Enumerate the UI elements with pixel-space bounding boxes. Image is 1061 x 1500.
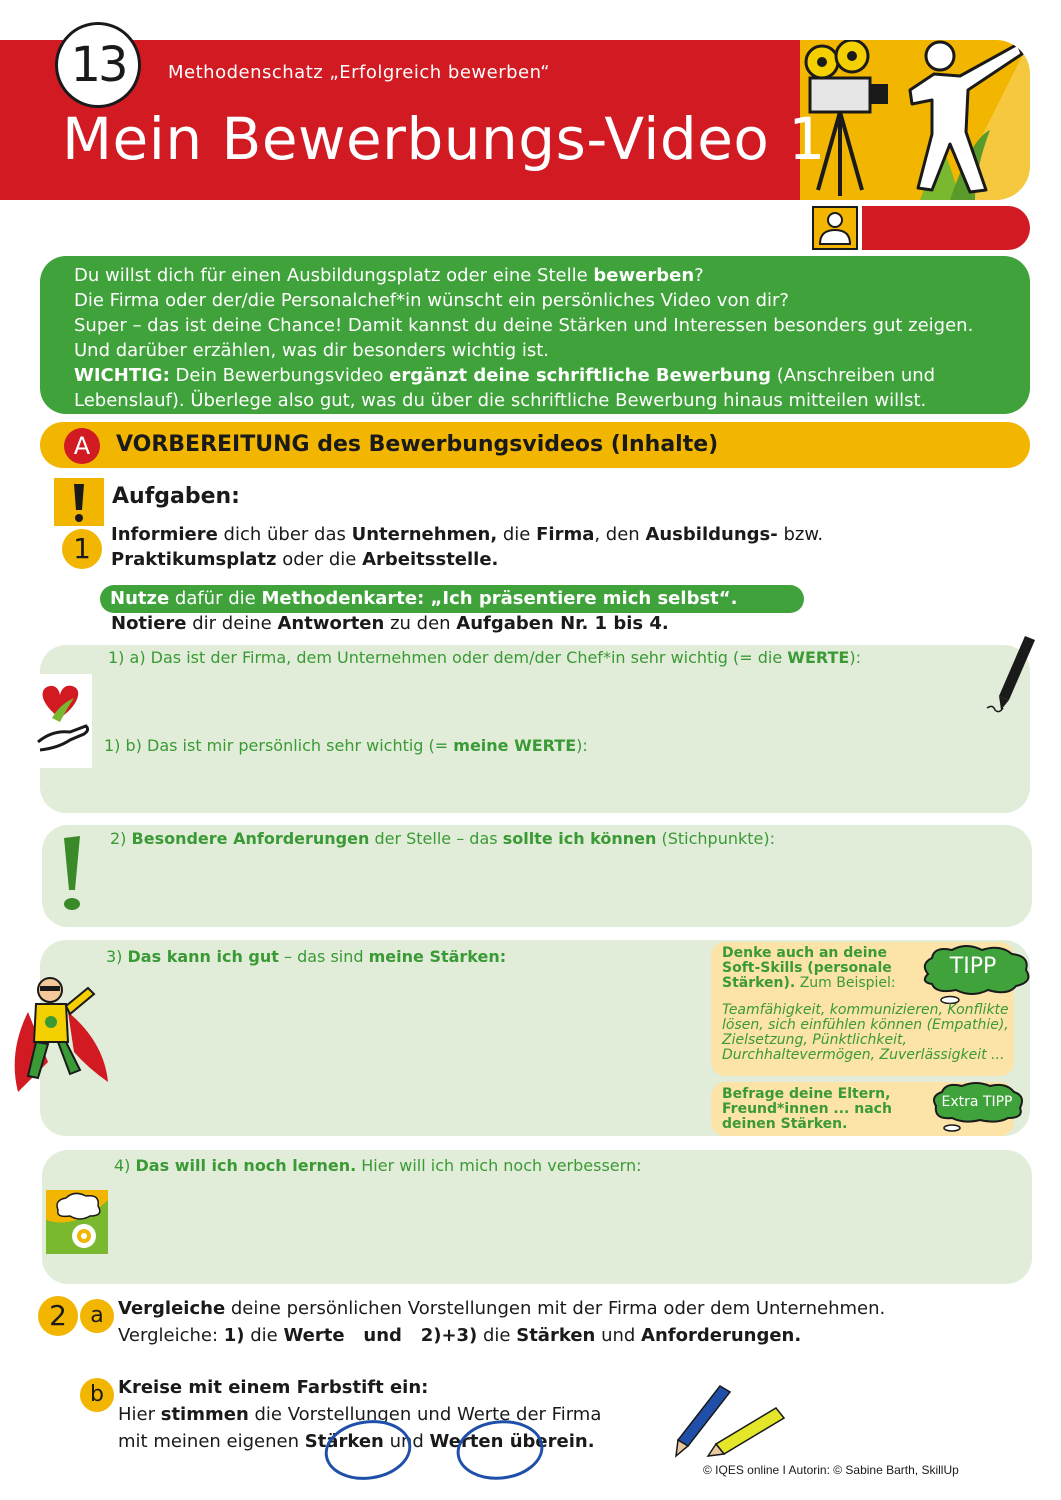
t2b-l3-mid: und bbox=[383, 1431, 430, 1452]
intro-wichtig-end: (Anschreiben und Lebenslauf). Überlege also gut, was du über die schriftliche Bewerbung hinaus mitteilen willst. bbox=[74, 365, 936, 411]
t2a-b1: Vergleiche bbox=[118, 1298, 226, 1319]
note-b3: Aufgaben Nr. 1 bis 4. bbox=[456, 613, 669, 634]
task1-t4: bzw. bbox=[777, 524, 824, 545]
t2b-l2-bold: stimmen bbox=[160, 1404, 249, 1425]
task1-t3: , den bbox=[594, 524, 646, 545]
method-b2: Methodenkarte: „Ich präsentiere mich selbst“. bbox=[261, 588, 738, 609]
camera-person-illustration bbox=[800, 40, 1030, 200]
tipp-label: TIPP bbox=[949, 954, 997, 979]
q4-pre: 4) bbox=[114, 1156, 136, 1175]
t2a-t1: deine persönlichen Vorstellungen mit der Firma oder dem Unternehmen. bbox=[225, 1298, 886, 1319]
t2a-l2-b4: Anforderungen. bbox=[641, 1325, 802, 1346]
task-2a-text bbox=[118, 1295, 885, 1349]
tasks-label: Aufgaben: bbox=[112, 484, 240, 509]
question-4 bbox=[114, 1156, 641, 1175]
tipp-cloud-icon bbox=[918, 944, 1036, 1004]
t2b-title: Kreise mit einem Farbstift ein: bbox=[118, 1377, 429, 1398]
t2b-l3-b2: Werten bbox=[429, 1431, 504, 1452]
pen-icon bbox=[985, 634, 1041, 714]
heart-hand-icon bbox=[30, 674, 92, 768]
page-title: Mein Bewerbungs-Video 1 bbox=[62, 105, 826, 173]
intro-line2: Die Firma oder der/die Personalchef*in wünscht ein persönliches Video von dir? bbox=[74, 290, 789, 311]
soft-skills-examples: Teamfähigkeit, kommunizieren, Konflikte lösen, sich einfühlen können (Empathie), Zielsetzung, Pünktlichkeit, Durchhaltevermögen, Zuverlässigkeit ... bbox=[722, 1002, 1009, 1063]
method-t1: dafür die bbox=[169, 588, 262, 609]
answer-box-values[interactable] bbox=[40, 645, 1030, 813]
t2a-l2-t3: und bbox=[595, 1325, 642, 1346]
intro-line1-bold: bewerben bbox=[593, 265, 695, 286]
q2-t1: der Stelle – das bbox=[369, 829, 503, 848]
question-1b bbox=[104, 736, 588, 755]
q1a-bold: WERTE bbox=[787, 648, 850, 667]
q4-b1: Das will ich noch lernen. bbox=[135, 1156, 357, 1175]
intro-box bbox=[40, 256, 1030, 414]
task-2a-badge: a bbox=[80, 1299, 114, 1333]
exclamation-icon bbox=[54, 478, 104, 526]
task1-b4: Ausbildungs- bbox=[645, 524, 778, 545]
extra-tipp-cloud-icon bbox=[928, 1082, 1026, 1134]
superhero-icon bbox=[8, 972, 118, 1098]
intro-wichtig-bold: ergänzt deine schriftliche Bewerbung bbox=[389, 365, 771, 386]
series-title: Methodenschatz „Erfolgreich bewerben“ bbox=[168, 62, 551, 83]
tipp-heading bbox=[722, 946, 902, 991]
task1-b5: Praktikumsplatz bbox=[111, 549, 277, 570]
task-1-text bbox=[111, 522, 823, 572]
task-2b-badge: b bbox=[80, 1378, 114, 1412]
t2a-l2-t1: die bbox=[244, 1325, 284, 1346]
q1b-end: ): bbox=[576, 736, 588, 755]
task1-b3: Firma bbox=[536, 524, 595, 545]
section-a-title: VORBEREITUNG des Bewerbungsvideos (Inhalte) bbox=[116, 432, 719, 457]
header-tab bbox=[862, 206, 1030, 250]
t2a-l2-t2: die bbox=[477, 1325, 517, 1346]
t2a-l2-b2: Werte und 2)+3) bbox=[283, 1325, 478, 1346]
q2-b1: Besondere Anforderungen bbox=[131, 829, 370, 848]
task1-b2: Unternehmen, bbox=[351, 524, 498, 545]
intro-line1: Du willst dich für einen Ausbildungsplatz oder eine Stelle bbox=[74, 265, 594, 286]
q1b-bold: meine WERTE bbox=[453, 736, 577, 755]
t2b-l3-pre: mit meinen eigenen bbox=[118, 1431, 305, 1452]
thought-target-icon bbox=[46, 1190, 108, 1254]
card-number: 13 bbox=[55, 22, 141, 108]
task1-t2: die bbox=[497, 524, 537, 545]
q2-end: (Stichpunkte): bbox=[656, 829, 775, 848]
t2a-l2-b3: Stärken bbox=[516, 1325, 596, 1346]
q1b-text: 1) b) Das ist mir persönlich sehr wichtig (= bbox=[104, 736, 454, 755]
task1-t1: dich über das bbox=[217, 524, 352, 545]
q2-pre: 2) bbox=[110, 829, 132, 848]
intro-line3: Super – das ist deine Chance! Damit kannst du deine Stärken und Interessen besonders gut zeigen. Und darüber erzählen, was dir besonders wichtig ist. bbox=[74, 315, 974, 361]
question-2 bbox=[110, 829, 775, 848]
method-card-hint bbox=[100, 585, 804, 613]
method-b1: Nutze bbox=[110, 588, 170, 609]
q4-end: Hier will ich mich noch verbessern: bbox=[356, 1156, 642, 1175]
q2-b2: sollte ich können bbox=[502, 829, 657, 848]
t2b-l2-post: die Vorstellungen und Werte der Firma bbox=[248, 1404, 602, 1425]
green-exclamation-icon bbox=[56, 834, 88, 914]
t2b-l3-b1: Stärken bbox=[304, 1431, 384, 1452]
t2b-l3-b3: überein. bbox=[503, 1431, 595, 1452]
note-b1: Notiere bbox=[111, 613, 187, 634]
tipp-bold: Denke auch an deine Soft-Skills (personale Stärken). bbox=[722, 945, 892, 991]
note-instruction bbox=[111, 613, 669, 634]
question-1a bbox=[108, 648, 861, 667]
extra-tipp-label: Extra TIPP bbox=[941, 1094, 1013, 1110]
intro-wichtig-label: WICHTIG: bbox=[74, 365, 170, 386]
person-icon bbox=[812, 206, 858, 250]
t2a-l2-b1: 1) bbox=[223, 1325, 245, 1346]
task1-t5: oder die bbox=[276, 549, 363, 570]
note-t1: dir deine bbox=[186, 613, 278, 634]
task1-b1: Informiere bbox=[111, 524, 218, 545]
extra-tipp-text: Befrage deine Eltern, Freund*innen ... nach deinen Stärken. bbox=[722, 1086, 892, 1132]
circle-marks bbox=[320, 1408, 580, 1486]
q3-b1: Das kann ich gut bbox=[127, 947, 279, 966]
task-2-number: 2 bbox=[38, 1296, 78, 1336]
section-a-badge: A bbox=[64, 428, 100, 464]
q1a-text: 1) a) Das ist der Firma, dem Unternehmen oder dem/der Chef*in sehr wichtig (= die bbox=[108, 648, 788, 667]
colored-pencils-icon bbox=[672, 1382, 802, 1458]
task1-b6: Arbeitsstelle. bbox=[362, 549, 499, 570]
q3-pre: 3) bbox=[106, 947, 128, 966]
q3-b2: meine Stärken: bbox=[368, 947, 507, 966]
note-b2: Antworten bbox=[277, 613, 385, 634]
t2b-l2-pre: Hier bbox=[118, 1404, 161, 1425]
question-3 bbox=[106, 947, 506, 966]
q3-t1: – das sind bbox=[278, 947, 369, 966]
intro-wichtig-text: Dein Bewerbungsvideo bbox=[169, 365, 390, 386]
tipp-text: Zum Beispiel: bbox=[795, 975, 896, 991]
task-1-number: 1 bbox=[62, 529, 102, 569]
t2a-l2-pre: Vergleiche: bbox=[118, 1325, 224, 1346]
q1a-end: ): bbox=[849, 648, 861, 667]
intro-line1-end: ? bbox=[694, 265, 704, 286]
note-t2: zu den bbox=[384, 613, 457, 634]
header-illustration bbox=[800, 40, 1030, 200]
copyright: © IQES online I Autorin: © Sabine Barth, SkillUp bbox=[703, 1463, 959, 1477]
